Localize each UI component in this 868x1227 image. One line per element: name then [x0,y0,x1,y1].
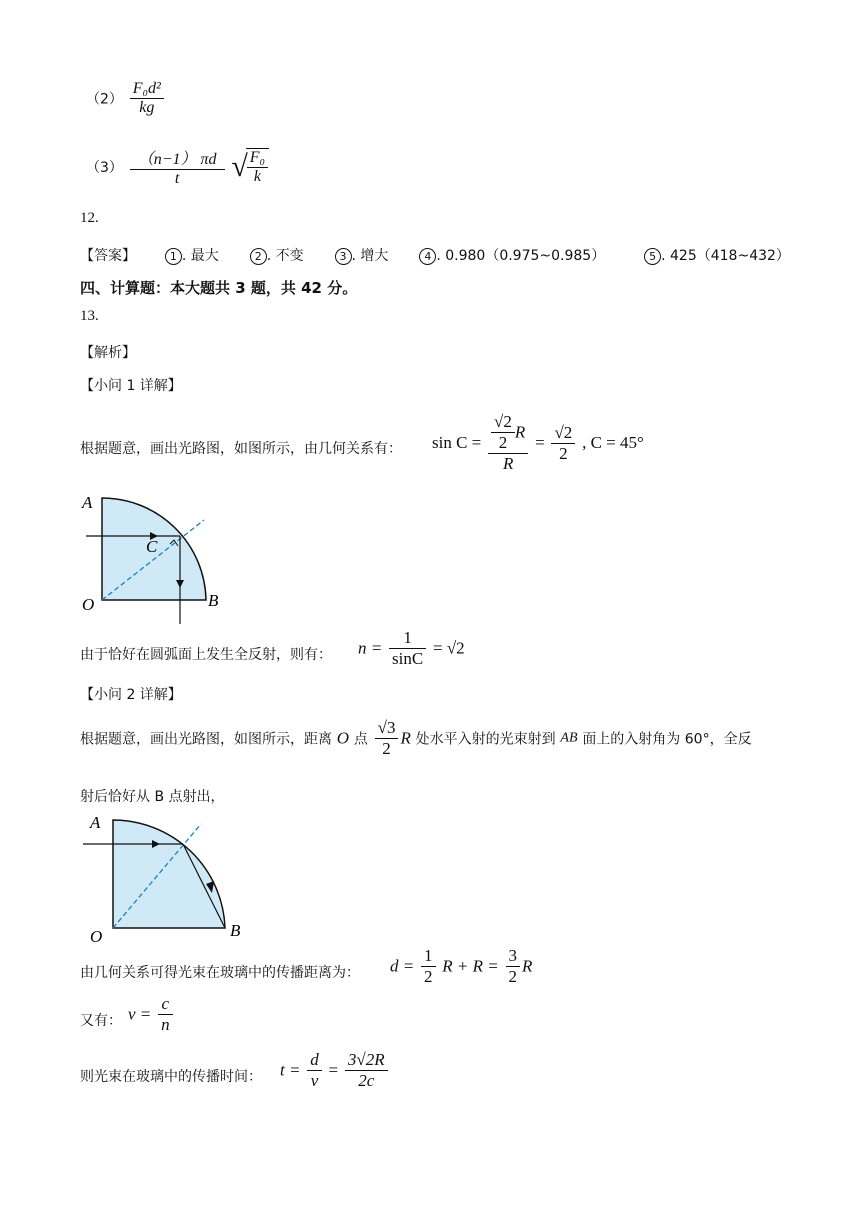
fraction-numerator: √2 [554,422,573,442]
critical-angle-result: , C = 45° [582,433,644,452]
inner-numerator: √2 [494,412,512,431]
equation-velocity [128,994,175,1035]
label-A: A [90,813,101,832]
equation-sinC [432,412,644,474]
radicand-denominator: k [247,167,268,186]
paragraph-6: 又有： [80,1013,122,1029]
label-O: O [90,927,103,946]
light-path-figure-2 [78,808,248,948]
answer-row [80,245,790,265]
item-2 [86,80,166,117]
fraction-numerator: √3 [377,718,396,737]
equation-distance [390,946,532,987]
inner-denominator: 2 [491,432,515,453]
answer-item-1: 1 . 最大 [165,248,219,264]
numerator-R: R [514,422,526,442]
equation-time [280,1050,390,1091]
sub-question-1-heading: 【小问 1 详解】 [80,378,182,394]
question-12-number: 12. [80,210,99,226]
circled-number: 3 [335,248,352,265]
label-A: A [82,493,93,512]
label-C: C [146,537,158,556]
fraction-numerator: F₀d² [132,80,161,97]
equals-sign: = [328,1060,339,1080]
fraction-numerator: （n−1） πd [137,151,217,168]
p3-text-g: 面上的入射角为 60°，全反 [582,731,752,748]
fraction-denominator: sinC [389,648,426,669]
radicand-numerator: F₀ [249,149,266,166]
circled-number: 1 [165,248,182,265]
analysis-tag: 【解析】 [80,345,136,361]
radicand-fraction [246,148,269,186]
fraction-numerator: c [161,994,170,1013]
circled-number: 4 [419,248,436,265]
equation-lhs: n = [358,638,383,658]
fraction-denominator: 2 [421,966,436,987]
paragraph-3 [80,718,752,759]
answer-item-5: 5 . 425（418~432） [644,248,790,264]
section-heading: 四、计算题：本大题共 3 题，共 42 分。 [80,279,358,297]
p3-text-c: 点 [353,731,368,748]
fraction-denominator: 2 [551,443,575,464]
fraction-denominator: v [307,1070,322,1091]
c-over-n [158,994,173,1035]
item-2-fraction [130,80,164,117]
sub-question-2-heading: 【小问 2 详解】 [80,687,182,703]
paragraph-2: 由于恰好在圆弧面上发生全反射，则有： [80,647,332,663]
equation-lhs: t = [280,1060,301,1080]
equation-lhs: d = [390,956,415,976]
compound-numerator [488,412,528,453]
item-3-fraction [130,146,225,188]
three-halves [506,946,521,987]
fraction-denominator: t [130,169,225,188]
equation-lhs: sin C = [432,433,482,452]
compound-fraction [488,412,528,474]
p3-point-O: O [336,728,350,748]
label-O: O [82,595,95,614]
answer-item-4: 4 . 0.980（0.975~0.985） [419,248,605,264]
equals-sign: = [535,433,545,452]
radical-sign: √ [231,150,248,183]
label-B: B [230,921,241,940]
fraction-numerator: 3 [508,946,518,965]
paragraph-4: 射后恰好从 B 点射出， [80,789,225,805]
answer-tag: 【答案】 [80,248,136,264]
fraction-denominator: 2 [506,966,521,987]
equation-n [358,628,465,669]
equation-lhs: v = [128,1004,152,1024]
root2-over-2 [551,423,575,464]
fraction-numerator: d [310,1050,319,1069]
p3-text-e: 处水平入射的光束射到 [415,731,556,748]
fraction-numerator: 3√2R [347,1050,385,1069]
paragraph-5: 由几何关系可得光束在玻璃中的传播距离为： [80,965,360,981]
question-13-number: 13. [80,308,99,324]
compound-denominator: R [488,453,528,474]
root3-over-2 [375,718,399,759]
one-half [421,946,436,987]
d-over-v [307,1050,322,1091]
paragraph-1: 根据题意，画出光路图，如图所示，由几何关系有： [80,441,402,457]
fraction-numerator: 1 [424,946,433,965]
fraction-numerator: 1 [403,628,412,647]
fraction-denominator: 2c [345,1070,388,1091]
answer-item-3: 3 . 增大 [335,248,389,264]
item-3 [86,146,271,188]
label-B: B [208,591,219,610]
circled-number: 5 [644,248,661,265]
quarter-circle-glass [113,820,225,928]
equation-middle: R + R = [442,956,499,976]
p3-face-AB: AB [560,730,578,746]
fraction-denominator: n [158,1014,173,1035]
circled-number: 2 [250,248,267,265]
light-path-figure-1 [78,488,228,628]
p3-R: R [400,728,411,748]
equation-rhs: = √2 [432,638,465,658]
fraction-denominator: kg [130,98,164,117]
time-result-fraction [345,1050,388,1091]
p3-text-a: 根据题意，画出光路图，如图所示，距离 [80,731,332,748]
item-2-label: （2） [86,91,123,108]
answer-item-2: 2 . 不变 [250,248,304,264]
equation-tail: R [522,956,533,976]
one-over-sinC [389,628,426,669]
inner-fraction [491,412,515,453]
paragraph-7: 则光束在玻璃中的传播时间： [80,1069,262,1085]
item-3-label: （3） [86,160,123,176]
fraction-denominator: 2 [375,738,399,759]
